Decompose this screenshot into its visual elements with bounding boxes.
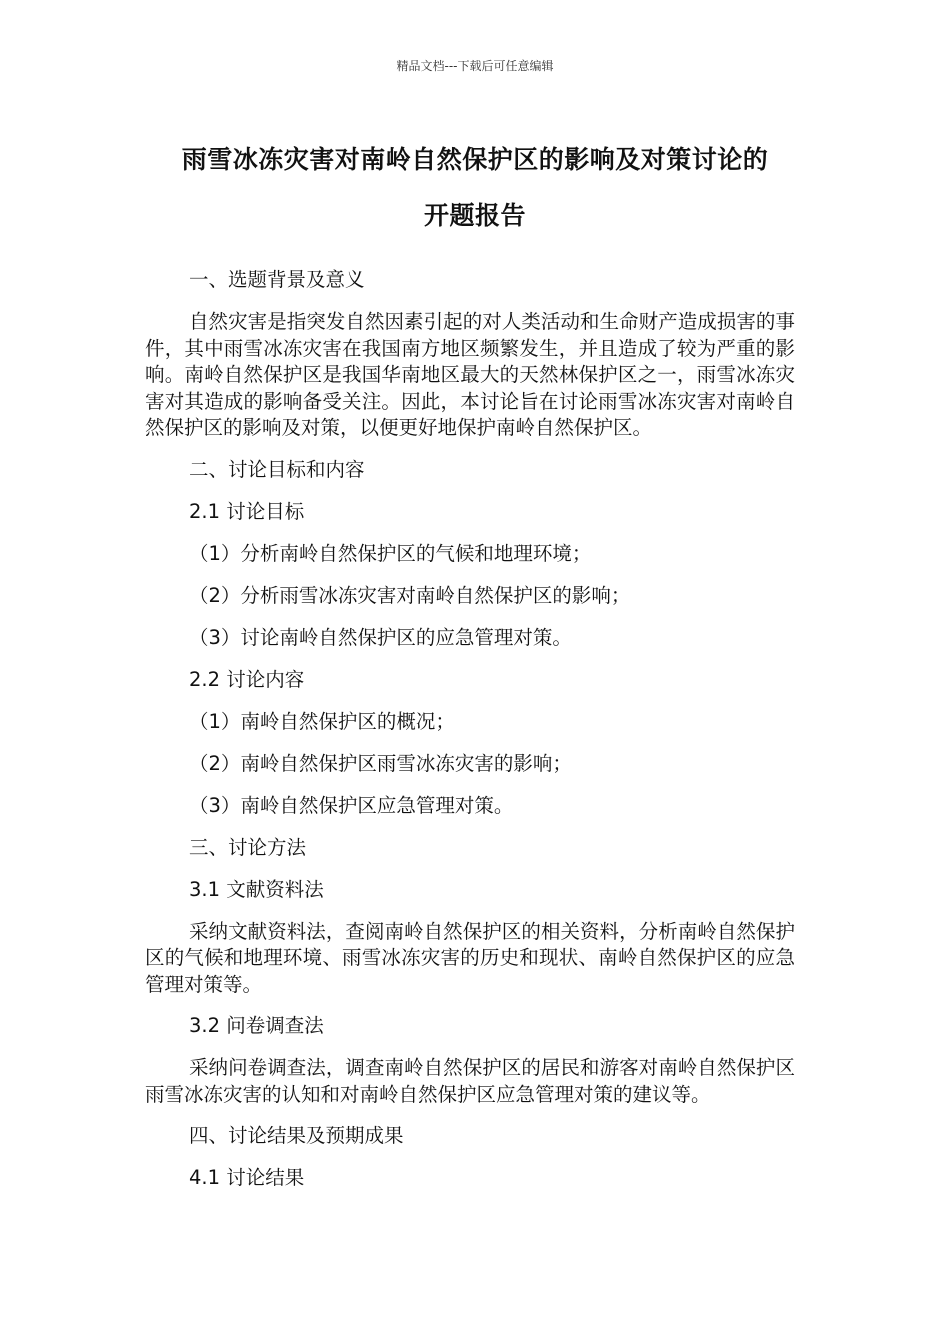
- document-title: [120, 132, 830, 244]
- subsection-heading-2-2: 2.2 讨论内容: [189, 667, 305, 691]
- subsection-heading-3-1: 3.1 文献资料法: [189, 877, 324, 901]
- page-header: 精品文档---下载后可任意编辑: [396, 59, 554, 73]
- title-line-1: 雨雪冰冻灾害对南岭自然保护区的影响及对策讨论的: [181, 145, 769, 174]
- title-line-2: 开题报告: [423, 201, 526, 230]
- section-heading-2: 二、讨论目标和内容: [189, 457, 365, 481]
- subsection-heading-3-2: 3.2 问卷调查法: [189, 1014, 324, 1037]
- paragraph-survey-method: 采纳问卷调查法，调查南岭自然保护区的居民和游客对南岭自然保护区雨雪冰冻灾害的认知和对南岭自然保护区应急管理对策的建议等。: [145, 1056, 795, 1106]
- goal-item-2: （2）分析雨雪冰冻灾害对南岭自然保护区的影响；: [189, 583, 631, 607]
- paragraph-background: 自然灾害是指突发自然因素引起的对人类活动和生命财产造成损害的事件，其中雨雪冰冻灾害在我国南方地区频繁发生，并且造成了较为严重的影响。南岭自然保护区是我国华南地区最大的天然林保护区之一，雨雪冰冻灾害对其造成的影响备受关注。因此，本讨论旨在讨论雨雪冰冻灾害对南岭自然保护区的影响及对策，以便更好地保护南岭自然保护区。: [145, 310, 795, 439]
- content-item-1: （1）南岭自然保护区的概况；: [189, 709, 455, 733]
- section-heading-1: 一、选题背景及意义: [189, 268, 365, 291]
- section-heading-4: 四、讨论结果及预期成果: [189, 1124, 404, 1147]
- document-body: [145, 267, 795, 1207]
- content-item-2: （2）南岭自然保护区雨雪冰冻灾害的影响；: [189, 751, 572, 775]
- goal-item-3: （3）讨论南岭自然保护区的应急管理对策。: [189, 625, 572, 649]
- content-item-3: （3）南岭自然保护区应急管理对策。: [189, 793, 514, 817]
- subsection-heading-2-1: 2.1 讨论目标: [189, 499, 305, 523]
- section-heading-3: 三、讨论方法: [189, 835, 307, 859]
- goal-item-1: （1）分析南岭自然保护区的气候和地理环境；: [189, 541, 592, 565]
- subsection-heading-4-1: 4.1 讨论结果: [189, 1166, 305, 1189]
- paragraph-literature-method: 采纳文献资料法，查阅南岭自然保护区的相关资料，分析南岭自然保护区的气候和地理环境、雨雪冰冻灾害的历史和现状、南岭自然保护区的应急管理对策等。: [145, 919, 795, 996]
